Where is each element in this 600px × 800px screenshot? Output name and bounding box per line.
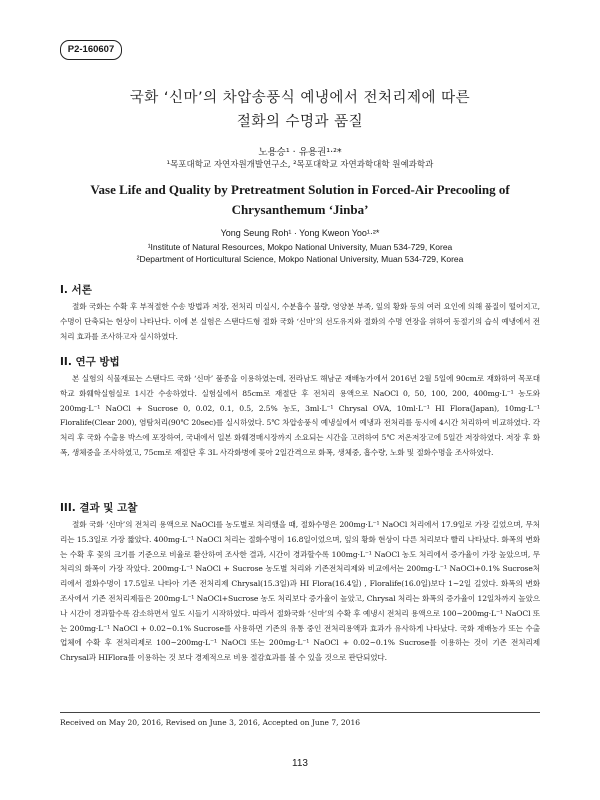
methods-paragraph: 본 실험의 식물재료는 스탠다드 국화 ‘신마’ 품종을 이용하였는데, 전라남도 해남군 재배농가에서 2016년 2월 5일에 90cm로 재화하여 목포대학교 화훼학실험실로 1시간 수송하였다. 실험실에서 85cm로 재절단 후 전처리 용액으로 NaOCl 0, 50, 100, 200, 400mg·L⁻¹ 농도와 200mg·L⁻¹ NaOCl + Sucrose 0, 0.02, 0.1, 0.5, 2.5% 농도, 3ml·L⁻¹ Chrysal OVA, 10ml·L⁻¹ HI Flora(Japan), 10mg·L⁻¹ Floralife(Clear 200), 염탐처리(90℃ 20sec)를 실시하였다. 5℃ 차압송풍식 예냉실에서 예냉과 전처리를 동시에 4시간 처리하여 비교하였다. 각 처리 후 국화 수출용 박스에 포장하여, 국내에서 일본 화훼경매시장까지 소요되는 시간을 고려하여 5℃ 저온저장고에 5일간 저장하였다. 저장 후 화폭, 생체중을 조사하였고, 75cm로 재절단 후 3L 사각화병에 꽂아 2일간격으로 화폭, 생체중, 흡수량, 노화 및 절화수명을 조사하였다. xyxy=(60,374,540,457)
english-title-line1: Vase Life and Quality by Pretreatment Solution in Forced-Air Precooling of xyxy=(90,182,510,197)
english-affiliation-2: ²Department of Horticultural Science, Mokpo National University, Muan 534-729, Korea xyxy=(136,254,464,264)
korean-title-line2: 절화의 수명과 품질 xyxy=(236,114,364,130)
received-footnote: Received on May 20, 2016, Revised on June 3, 2016, Accepted on June 7, 2016 xyxy=(60,718,360,727)
intro-heading: I. 서론 xyxy=(60,284,92,296)
korean-title-line1: 국화 ‘신마’의 차압송풍식 예냉에서 전처리제에 따른 xyxy=(129,90,471,106)
english-affiliation-1: ¹Institute of Natural Resources, Mokpo National University, Muan 534-729, Korea xyxy=(147,242,453,252)
page-number: 113 xyxy=(292,758,308,769)
intro-paragraph: 절화 국화는 수확 후 부적절한 수송 방법과 저장, 전처리 미실시, 수분흡수 불량, 영양분 부족, 잎의 황화 등의 여러 요인에 의해 품질이 떨어지고, 수명이 단축되는 현상이 나타난다. 이에 본 실험은 스탠다드형 절화 국화 ‘신마’의 선도유지와 절화의 수명 연장을 위하여 동절기의 습식 예냉에서 전처리 효과를 조사하고자 실시하였다. xyxy=(60,302,540,341)
korean-affiliation: ¹목포대학교 자연자원개발연구소, ²목포대학교 자연과학대학 원예과학과 xyxy=(166,160,434,170)
korean-authors: 노용승¹ · 유용권¹·²* xyxy=(258,147,342,158)
footnote-rule xyxy=(60,712,540,713)
english-title-line2: Chrysanthemum ‘Jinba’ xyxy=(231,202,369,217)
results-heading: III. 결과 및 고찰 xyxy=(60,502,138,514)
methods-heading: II. 연구 방법 xyxy=(60,356,120,368)
paper-id-badge: P2-160607 xyxy=(60,40,122,60)
results-paragraph: 절화 국화 ‘신마’의 전처리 용액으로 NaOCl를 농도별로 처리했을 때, 절화수명은 200mg·L⁻¹ NaOCl 처리에서 17.9일로 가장 길었으며, 무처리는 15.3일로 가장 짧았다. 400mg·L⁻¹ NaOCl 처리는 절화수명이 16.8일이었으며, 잎의 황화 현상이 다른 처리보다 빨리 나타났다. 화폭의 변화는 수확 후 꽃의 크기를 기준으로 비율로 환산하여 조사한 결과, 시간이 경과할수록 100mg·L⁻¹ NaOCl 농도 처리에서 증가율이 가장 높았으며, 무처리의 화폭이 가장 작았다. 200mg·L⁻¹ NaOCl + Sucrose 농도별 처리와 기존전처리제와 비교에서는 200mg·L⁻¹ NaOCl+0.1% Sucrose처리에서 절화수명이 17.5일로 나타아 기존 전처리제 Chrysal(15.3일)과 HI Flora(16.4일) , Floralife(16.0일)보다 1~2일 길었다. 화폭의 변화 조사에서 기존 전처리제들은 200mg·L⁻¹ NaOCl+Sucrose 농도 처리보다 증가율이 높았고, Chrysal 처리는 화폭의 증가율이 12일차까지 높았으나 시간이 경과할수록 감소하면서 잎도 시들기 시작하였다. 따라서 절화국화 ‘신마’의 수확 후 예냉시 전처리 용액으로 100~200mg·L⁻¹ NaOCl 또는 200mg·L⁻¹ NaOCl + 0.02~0.1% Sucrose를 사용하면 기존의 유통 중인 전처리용액과 효과가 유사하게 나타났다. 국화 재배농가 또는 수출업체에 수확 후 전처리제로 100~200mg·L⁻¹ NaOCl 또는 200mg·L⁻¹ NaOCl + 0.02~0.1% Sucrose를 이용하는 것이 기존 전처리제 Chrysal과 HIFlora를 이용하는 것 보다 경제적으로 비용 절감효과를 볼 수 있을 것으로 판단되었다. xyxy=(60,520,540,663)
english-authors: Yong Seung Roh¹ · Yong Kweon Yoo¹·²* xyxy=(220,228,380,238)
